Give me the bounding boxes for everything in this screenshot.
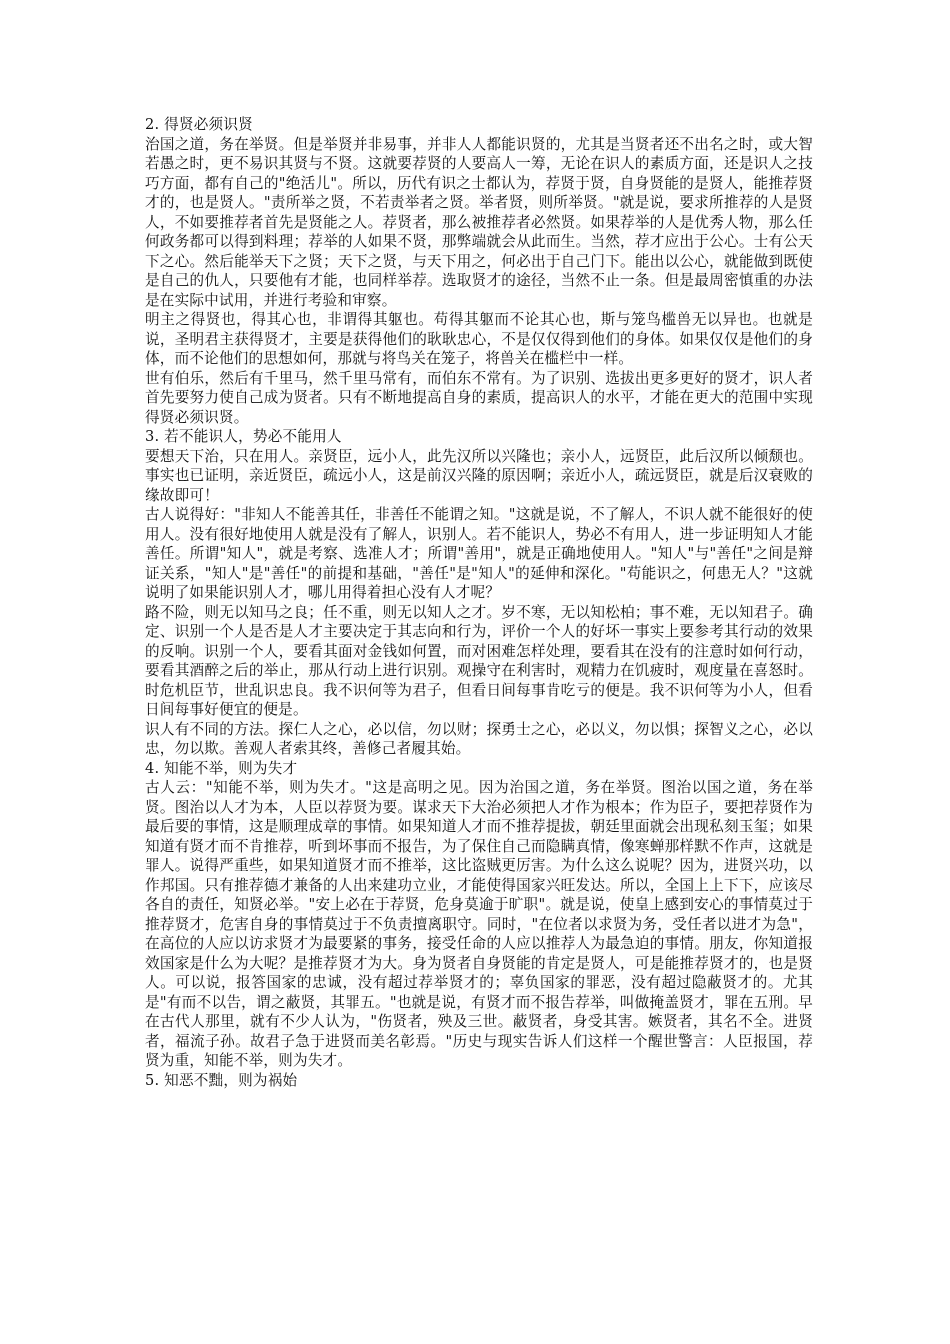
paragraph: 要想天下治，只在用人。亲贤臣，远小人，此先汉所以兴隆也；亲小人，远贤臣，此后汉所以倾颓也。事实也已证明，亲近贤臣，疏远小人，这是前汉兴隆的原因啊；亲近小人，疏远贤臣，就是后汉衰败的缘故即可！	[145, 447, 813, 504]
paragraph: 治国之道，务在举贤。但是举贤并非易事，并非人人都能识贤的，尤其是当贤者还不出名之时，或大智若愚之时，更不易识其贤与不贤。这就要荐贤的人要高人一筹，无论在识人的素质方面，还是识人之技巧方面，都有自己的"绝活儿"。所以，历代有识之士都认为，荐贤于贤，自身贤能的是贤人，能推荐贤才的，也是贤人。"责所举之贤，不若责举者之贤。举者贤，则所举贤。"就是说，要求所推荐的人是贤人，不如要推荐者首先是贤能之人。荐贤者，那么被推荐者必然贤。如果荐举的人是优秀人物，那么任何政务都可以得到料理；荐举的人如果不贤，那弊端就会从此而生。当然，荐才应出于公心。士有公天下之心。然后能举天下之贤；天下之贤，与天下用之，何必出于自己门下。能出以公心，就能做到既使是自己的仇人，只要他有才能，也同样举荐。选取贤才的途径，当然不止一条。但是最周密慎重的办法是在实际中试用，并进行考验和审察。	[145, 135, 813, 309]
section-heading: 2. 得贤必须识贤	[145, 116, 253, 133]
section-heading: 3. 若不能识人，势必不能用人	[145, 428, 342, 445]
section-heading: 4. 知能不举，则为失才	[145, 759, 298, 777]
document-body	[145, 115, 813, 1090]
paragraph: 明主之得贤也，得其心也，非谓得其躯也。苟得其躯而不论其心也，斯与笼鸟槛兽无以异也。也就是说，圣明君主获得贤才，主要是获得他们的耿耿忠心，不是仅仅得到他们的身体。如果仅仅是他们的身体，而不论他们的思想如何，那就与将鸟关在笼子，将兽关在槛栏中一样。	[145, 311, 813, 367]
paragraph: 古人云："知能不举，则为失才。"这是高明之见。因为治国之道，务在举贤。图治以国之道，务在举贤。图治以人才为本，人臣以荐贤为要。谋求天下大治必须把人才作为根本；作为臣子，要把荐贤作为最后要的事情，这是顺理成章的事情。如果知道人才而不推荐提拔，朝廷里面就会出现私刻玉玺；如果知道有贤才而不肯推荐，听到坏事而不报告，为了保住自己而隐瞒真情，像寒蝉那样默不作声，这就是罪人。说得严重些，如果知道贤才而不推举，这比盗贼更厉害。为什么这么说呢？因为，进贤兴功，以作邦国。只有推荐德才兼备的人出来建功立业，才能使得国家兴旺发达。所以，全国上上下下，应该尽各自的责任，知贤必举。"安上必在于荐贤，危身莫逾于旷职"。就是说，使皇上感到安心的事情莫过于推荐贤才，危害自身的事情莫过于不负责擅离职守。同时，"在位者以求贤为务，受任者以进才为急"，在高位的人应以访求贤才为最要紧的事务，接受任命的人应以推荐人为最急迫的事情。朋友，你知道报效国家是什么为大呢？是推荐贤才为大。身为贤者自身贤能的肯定是贤人，可是能推荐贤才的，也是贤人。可以说，报答国家的忠诚，没有超过荐举贤才的；辜负国家的罪恶，没有超过隐蔽贤才的。尤其是"有而不以告，谓之蔽贤，其罪五。"也就是说，有贤才而不报告荐举，叫做掩盖贤才，罪在五刑。早在古代人那里，就有不少人认为，"伤贤者，殃及三世。蔽贤者，身受其害。嫉贤者，其名不全。进贤者，福流子孙。故君子急于进贤而美名彰焉。"历史与现实告诉人们这样一个醒世警言：人臣报国，荐贤为重，知能不举，则为失才。	[145, 779, 813, 1069]
section-heading: 5. 知恶不黜，则为祸始	[145, 1071, 298, 1089]
paragraph: 古人说得好："非知人不能善其任，非善任不能谓之知。"这就是说，不了解人，不识人就不能很好的使用人。没有很好地使用人就是没有了解人，识别人。若不能识人，势必不有用人，进一步证明知人才能善任。所谓"知人"，就是考察、选准人才；所谓"善用"，就是正确地使用人。"知人"与"善任"之间是辩证关系，"知人"是"善任"的前提和基础，"善任"是"知人"的延伸和深化。"苟能识之，何患无人？"这就说明了如果能识别人才，哪儿用得着担心没有人才呢？	[145, 506, 813, 601]
paragraph: 路不险，则无以知马之良；任不重，则无以知人之才。岁不寒，无以知松柏；事不难，无以知君子。确定、识别一个人是否是人才主要决定于其志向和行为，评价一个人的好坏一事实上要参考其行动的效果的反响。识别一个人，要看其面对金钱如何置，而对困难怎样处理，要看其在没有的注意时如何行动，要看其酒醉之后的举止，那从行动上进行识别。观操守在利害时，观精力在饥疲时，观度量在喜怒时。时危机臣节，世乱识忠良。我不识何等为君子，但看日间每事肯吃亏的便是。我不识何等为小人，但看日间每事好便宜的便是。	[145, 603, 813, 718]
paragraph: 世有伯乐，然后有千里马，然千里马常有，而伯东不常有。为了识别、选拔出更多更好的贤才，识人者首先要努力使自己成为贤者。只有不断地提高自身的素质，提高识人的水平，才能在更大的范围中实现得贤必须识贤。	[145, 369, 813, 426]
paragraph: 识人有不同的方法。探仁人之心，必以信，勿以财；探勇士之心，必以义，勿以惧；探智义之心，必以忠，勿以欺。善观人者索其终，善修己者履其始。	[145, 720, 813, 757]
